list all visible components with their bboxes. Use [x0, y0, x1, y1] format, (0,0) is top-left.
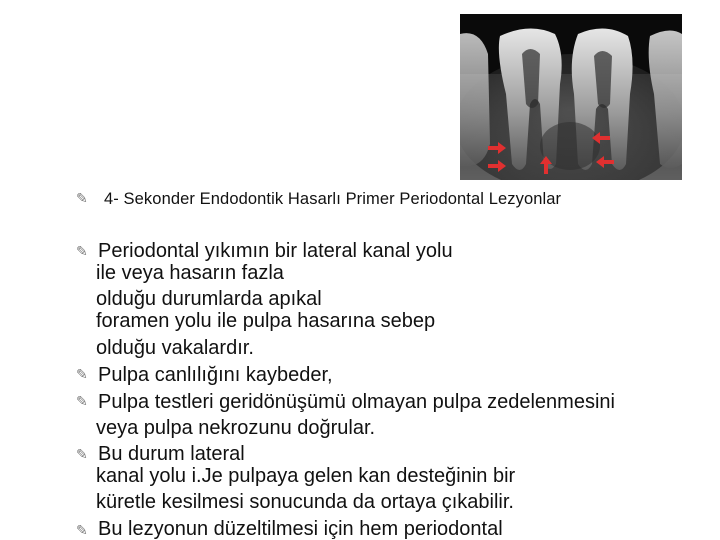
item-3-line-1: Pulpa testleri geridönüşümü olmayan pulpa zedelenmesini: [98, 391, 615, 413]
item-1-line-5: olduğu vakalardır.: [96, 337, 254, 359]
xray-drawing: [460, 14, 682, 180]
bullet-icon: ✎: [76, 367, 88, 383]
item-5-line-1: Bu lezyonun düzeltilmesi için hem periodontal: [98, 518, 503, 540]
bullet-icon: ✎: [76, 191, 88, 207]
dental-xray-image: [460, 14, 682, 180]
item-4-line-1: Bu durum lateral: [98, 443, 245, 465]
item-1-line-3: olduğu durumlarda apıkal: [96, 288, 322, 310]
heading-text: 4- Sekonder Endodontik Hasarlı Primer Periodontal Lezyonlar: [104, 190, 562, 208]
bullet-icon: ✎: [76, 447, 88, 463]
item-4-line-2: kanal yolu i.Je pulpaya gelen kan desteğinin bir: [96, 465, 516, 487]
item-4-line-3: küretle kesilmesi sonucunda da ortaya çıkabilir.: [96, 491, 514, 513]
bullet-icon: ✎: [76, 244, 88, 260]
bullet-icon: ✎: [76, 523, 88, 539]
item-1-line-1: Periodontal yıkımın bir lateral kanal yolu: [98, 240, 453, 262]
item-1-line-2: ile veya hasarın fazla: [96, 262, 284, 284]
bullet-icon: ✎: [76, 394, 88, 410]
item-2-line-1: Pulpa canlılığını kaybeder,: [98, 364, 333, 386]
item-3-line-2: veya pulpa nekrozunu doğrular.: [96, 417, 376, 439]
item-1-line-4: foramen yolu ile pulpa hasarına sebep: [96, 310, 436, 332]
